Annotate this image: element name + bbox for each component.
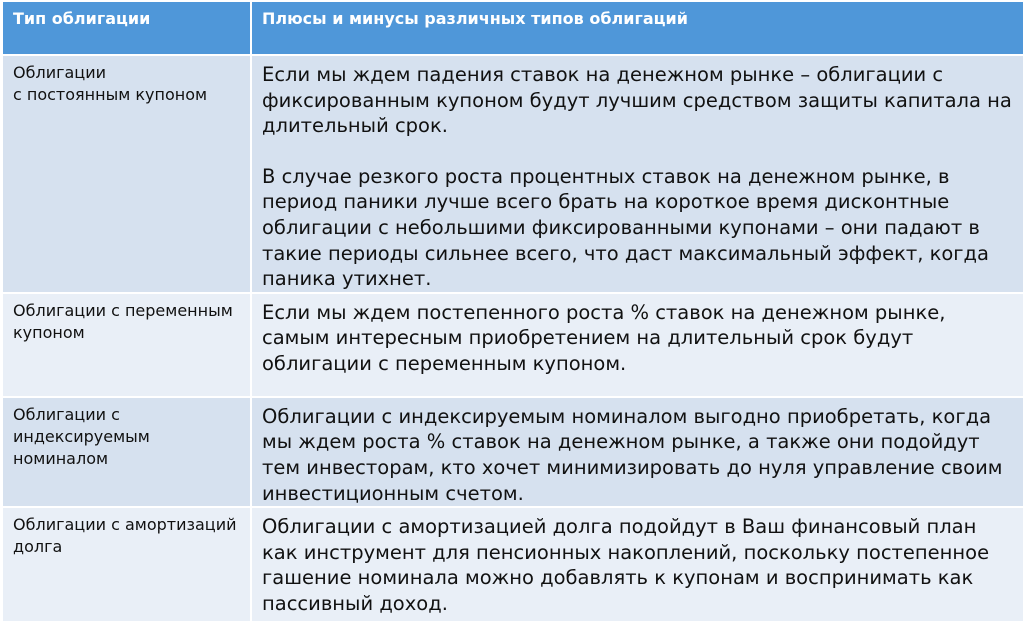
bond-desc-cell — [251, 397, 1024, 507]
table-row-floating-coupon — [2, 293, 1024, 397]
bond-types-table — [1, 0, 1024, 623]
bond-type-amortization: Облигации с амортизаций долга — [2, 507, 251, 622]
floating-coupon-desc: Если мы ждем постепенного роста % ставок на денежном рынке, самым интересным приобретением на длительный срок будут облигации с переменным купоном. — [262, 300, 946, 375]
table-row-fixed-coupon — [2, 55, 1024, 293]
table-header-row — [2, 1, 1024, 55]
bond-desc-cell — [251, 293, 1024, 397]
bond-type-cell — [2, 55, 251, 293]
bond-type-floating-coupon: Облигации с переменным купоном — [2, 293, 251, 397]
bond-type-indexed-nominal: Облигации с индексируемым номиналом — [2, 397, 251, 507]
header-pros-cons: Плюсы и минусы различных типов облигаций — [251, 1, 1024, 55]
fixed-coupon-desc-p2: В случае резкого роста процентных ставок на денежном рынке, в период паники лучше всего брать на короткое время дисконтные облигации с небольшими фиксированными купонами – они падают в такие периоды сильнее всего, что даст максимальный эффект, когда паника утихнет. — [262, 164, 989, 291]
header-bond-type: Тип облигации — [2, 1, 251, 55]
amortization-desc: Облигации с амортизацией долга подойдут в Ваш финансовый план как инструмент для пенсионных накоплений, поскольку постепенное гашение номинала можно добавлять к купонам и воспринимать как пассивный доход. — [262, 515, 990, 615]
bond-desc-cell — [251, 55, 1024, 293]
bond-desc-cell — [251, 507, 1024, 622]
bond-type-fixed-coupon-line1: Облигации — [13, 63, 106, 82]
table-row-amortization — [2, 507, 1024, 622]
indexed-nominal-desc: Облигации с индексируемым номиналом выгодно приобретать, когда мы ждем роста % ставок на денежном рынке, а также они подойдут тем инвесторам, кто хочет минимизировать до нуля управление своим инвестиционным счетом. — [262, 404, 1003, 505]
bond-type-fixed-coupon-line2: с постоянным купоном — [13, 85, 208, 104]
table-row-indexed-nominal — [2, 397, 1024, 507]
fixed-coupon-desc-p1: Если мы ждем падения ставок на денежном рынке – облигации с фиксированным купоном будут лучшим средством защиты капитала на длительный срок. — [262, 63, 1012, 138]
